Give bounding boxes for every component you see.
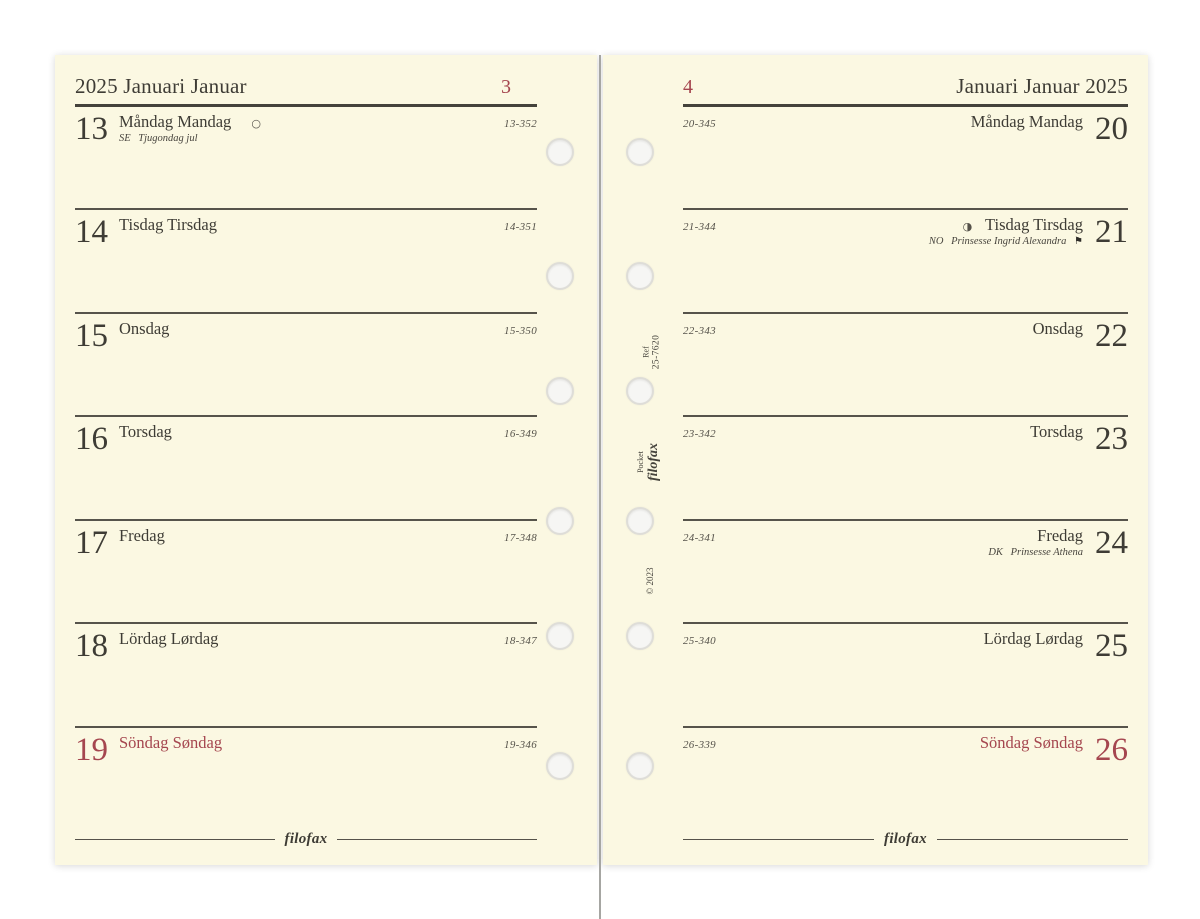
day-rows-right	[683, 107, 1128, 829]
day-number: 14	[75, 214, 108, 251]
day-of-year-count: 23-342	[683, 428, 716, 441]
day-rows-left	[75, 107, 537, 829]
day-of-year-count: 17-348	[504, 531, 537, 544]
day-row	[75, 624, 537, 727]
center-spine-line	[599, 55, 601, 919]
day-of-year-count: 15-350	[504, 324, 537, 337]
day-number: 23	[1094, 421, 1128, 458]
day-number: 19	[75, 731, 108, 768]
copyright-notice: © 2023	[645, 567, 655, 595]
ref-label: Ref	[641, 346, 651, 358]
country-code: NO	[928, 236, 944, 248]
day-of-year-count: 14-351	[504, 221, 537, 234]
day-number: 26	[1095, 731, 1128, 768]
day-names: Lördag Lørdag	[119, 629, 219, 649]
holiday-name: Prinsesse Athena	[1010, 546, 1083, 558]
day-number: 13	[75, 111, 108, 147]
diary-page-left	[55, 55, 597, 865]
day-names: Söndag Søndag	[979, 732, 1083, 752]
page-footer-right	[683, 829, 1128, 865]
day-row	[683, 314, 1128, 417]
day-row	[683, 624, 1128, 727]
day-number: 17	[75, 524, 108, 561]
day-row	[75, 314, 537, 417]
holiday-name: Tjugondag jul	[138, 132, 198, 144]
page-header-right	[683, 55, 1128, 107]
binder-hole	[546, 377, 574, 405]
day-of-year-count: 22-343	[683, 324, 716, 337]
day-number: 22	[1094, 317, 1128, 354]
day-number: 16	[75, 421, 108, 458]
binder-hole	[546, 752, 574, 780]
page-title: 2025 Januari Januar	[75, 74, 247, 98]
day-number: 25	[1094, 628, 1128, 665]
country-code: DK	[988, 546, 1003, 558]
day-names: Måndag Mandag	[970, 112, 1083, 131]
day-names: Torsdag	[1030, 422, 1083, 442]
day-names: Söndag Søndag	[119, 732, 223, 752]
page-footer-left	[75, 829, 537, 865]
day-of-year-count: 20-345	[683, 118, 716, 130]
day-of-year-count: 26-339	[683, 738, 716, 751]
binder-hole	[626, 377, 654, 405]
footer-rule	[683, 831, 1128, 848]
day-of-year-count: 24-341	[683, 531, 716, 544]
country-code: SE	[119, 132, 131, 144]
day-row	[683, 521, 1128, 624]
moon-phase-icon: ○	[251, 117, 261, 130]
binder-hole	[546, 507, 574, 535]
day-of-year-count: 21-344	[683, 221, 716, 234]
footer-rule-left-segment	[75, 839, 275, 841]
moon-phase-icon: ◑	[962, 220, 973, 234]
day-names: Lördag Lørdag	[983, 629, 1083, 649]
day-names: Fredag	[119, 525, 165, 545]
day-names: Fredag	[1037, 525, 1083, 545]
holiday-note	[119, 133, 261, 146]
day-of-year-count: 16-349	[504, 428, 537, 441]
day-row	[683, 107, 1128, 210]
footer-rule-right-segment	[937, 839, 1128, 841]
day-number: 21	[1094, 214, 1128, 251]
diary-page-right	[603, 55, 1148, 865]
day-row	[75, 417, 537, 520]
day-of-year-count: 25-340	[683, 635, 716, 648]
day-names: Onsdag	[1032, 318, 1083, 338]
binder-hole	[626, 262, 654, 290]
week-number: 4	[683, 76, 693, 98]
page-header-left	[75, 55, 537, 107]
page-title: Januari Januar 2025	[956, 74, 1128, 98]
holiday-note	[988, 547, 1083, 560]
holiday-note	[929, 236, 1083, 249]
holiday-name: Prinsesse Ingrid Alexandra	[951, 236, 1067, 248]
binder-hole	[546, 138, 574, 166]
day-number: 18	[75, 628, 108, 665]
binder-hole	[626, 138, 654, 166]
binder-hole	[546, 622, 574, 650]
day-row	[75, 521, 537, 624]
day-row	[75, 107, 537, 210]
day-row	[683, 210, 1128, 313]
day-of-year-count: 13-352	[504, 118, 537, 130]
footer-rule-right-segment	[337, 839, 537, 841]
filofax-logo: filofax	[284, 831, 328, 847]
day-row	[683, 417, 1128, 520]
day-number: 15	[75, 317, 108, 354]
day-names: Måndag Mandag	[119, 112, 232, 131]
day-number: 24	[1095, 524, 1128, 561]
footer-rule	[75, 831, 537, 848]
filofax-logo: filofax	[645, 442, 661, 482]
binder-hole	[626, 507, 654, 535]
day-names: Tisdag Tirsdag	[985, 215, 1083, 235]
day-names: Torsdag	[119, 422, 172, 442]
binder-hole	[626, 752, 654, 780]
day-names: Onsdag	[119, 318, 170, 338]
day-names: Tisdag Tirsdag	[119, 215, 217, 235]
reference-number	[642, 335, 663, 369]
day-of-year-count: 18-347	[504, 635, 537, 648]
flag-day-icon: ⚑	[1074, 236, 1083, 248]
brand-mark	[637, 443, 661, 481]
binder-hole	[626, 622, 654, 650]
day-of-year-count: 19-346	[504, 738, 537, 751]
day-row	[683, 728, 1128, 829]
binder-hole	[546, 262, 574, 290]
footer-rule-left-segment	[683, 839, 874, 841]
week-number: 3	[501, 76, 511, 98]
day-row	[75, 728, 537, 829]
ref-number: 25-7620	[651, 334, 662, 370]
day-number: 20	[1094, 111, 1128, 147]
filofax-logo: filofax	[884, 831, 927, 847]
day-row	[75, 210, 537, 313]
size-label: Pocket	[635, 451, 645, 473]
